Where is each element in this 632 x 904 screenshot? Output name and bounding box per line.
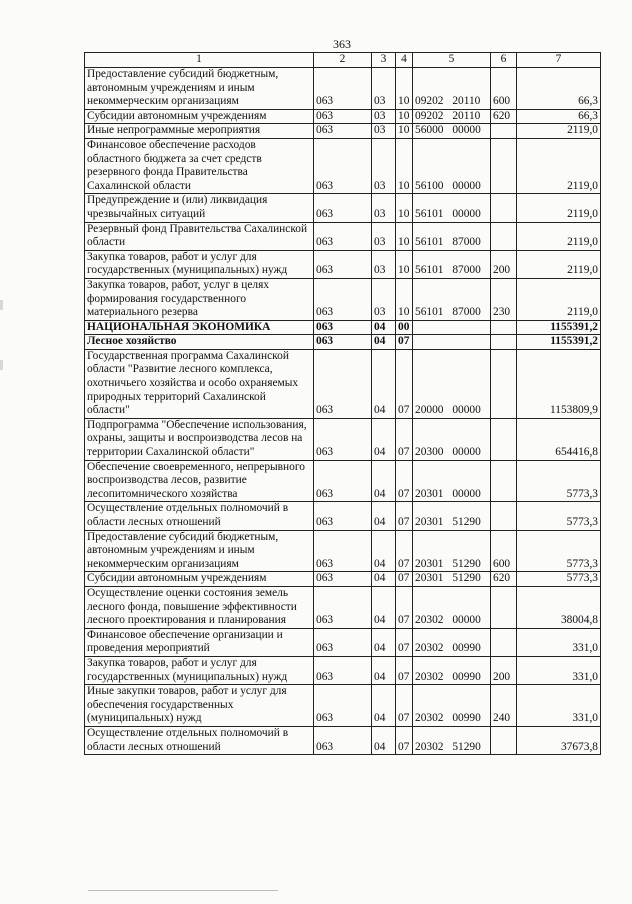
table-row (85, 68, 601, 110)
row-section-cell: 03 (372, 250, 396, 278)
row-subsection-cell: 07 (396, 418, 413, 460)
row-name-cell: Лесное хозяйство (85, 335, 314, 350)
row-expense-type-cell (491, 628, 517, 656)
row-section-cell: 04 (372, 335, 396, 350)
row-name-cell: Подпрограмма "Обеспечение использования, охраны, защиты и воспроизводства лесов на территории Сахалинской области" (85, 418, 314, 460)
column-header: 2 (314, 53, 372, 68)
row-section-cell: 04 (372, 530, 396, 572)
row-subsection-cell: 10 (396, 250, 413, 278)
row-expense-type-cell (491, 586, 517, 628)
row-code-cell: 063 (314, 572, 372, 587)
row-code-cell: 063 (314, 109, 372, 124)
row-section-cell: 04 (372, 685, 396, 727)
row-amount-cell: 2119,0 (517, 278, 601, 320)
row-expense-type-cell (491, 502, 517, 530)
row-subsection-cell: 07 (396, 502, 413, 530)
row-expense-type-cell: 200 (491, 250, 517, 278)
row-code-cell: 063 (314, 222, 372, 250)
row-code-cell: 063 (314, 656, 372, 684)
row-code-cell: 063 (314, 586, 372, 628)
row-target-article-cell: 56000 00000 (413, 124, 491, 139)
row-name-cell: Субсидии автономным учреждениям (85, 109, 314, 124)
row-section-cell: 04 (372, 418, 396, 460)
row-code-cell: 063 (314, 502, 372, 530)
row-subsection-cell: 07 (396, 656, 413, 684)
row-name-cell: Предоставление субсидий бюджетным, автономным учреждениям и иным некоммерческим организациям (85, 530, 314, 572)
row-code-cell: 063 (314, 124, 372, 139)
row-expense-type-cell: 620 (491, 109, 517, 124)
row-section-cell: 04 (372, 460, 396, 502)
row-target-article-cell: 09202 20110 (413, 109, 491, 124)
row-subsection-cell: 10 (396, 109, 413, 124)
row-target-article-cell: 20302 51290 (413, 726, 491, 754)
table-row (85, 222, 601, 250)
row-subsection-cell: 10 (396, 124, 413, 139)
budget-table (84, 52, 601, 755)
row-section-cell: 04 (372, 320, 396, 335)
row-subsection-cell: 10 (396, 138, 413, 193)
row-subsection-cell: 07 (396, 335, 413, 350)
table-row (85, 138, 601, 193)
row-subsection-cell: 10 (396, 222, 413, 250)
row-amount-cell: 2119,0 (517, 138, 601, 193)
table-row (85, 685, 601, 727)
table-row (85, 726, 601, 754)
row-target-article-cell: 09202 20110 (413, 68, 491, 110)
table-row (85, 418, 601, 460)
row-amount-cell: 5773,3 (517, 502, 601, 530)
row-section-cell: 04 (372, 349, 396, 418)
row-expense-type-cell (491, 194, 517, 222)
row-expense-type-cell (491, 460, 517, 502)
row-amount-cell: 331,0 (517, 628, 601, 656)
row-section-cell: 03 (372, 222, 396, 250)
table-header-row (85, 53, 601, 68)
row-amount-cell: 2119,0 (517, 250, 601, 278)
row-subsection-cell: 07 (396, 460, 413, 502)
row-subsection-cell: 07 (396, 726, 413, 754)
row-section-cell: 03 (372, 278, 396, 320)
row-code-cell: 063 (314, 349, 372, 418)
table-row (85, 460, 601, 502)
row-code-cell: 063 (314, 628, 372, 656)
row-name-cell: Предупреждение и (или) ликвидация чрезвычайных ситуаций (85, 194, 314, 222)
row-code-cell: 063 (314, 460, 372, 502)
table-row (85, 124, 601, 139)
row-amount-cell: 331,0 (517, 685, 601, 727)
row-section-cell: 03 (372, 194, 396, 222)
table-body (85, 68, 601, 755)
row-amount-cell: 38004,8 (517, 586, 601, 628)
row-subsection-cell: 07 (396, 530, 413, 572)
row-section-cell: 03 (372, 138, 396, 193)
table-row (85, 194, 601, 222)
table-row (85, 109, 601, 124)
row-code-cell: 063 (314, 194, 372, 222)
row-name-cell: НАЦИОНАЛЬНАЯ ЭКОНОМИКА (85, 320, 314, 335)
row-amount-cell: 2119,0 (517, 124, 601, 139)
page-number: 363 (333, 37, 351, 51)
row-amount-cell: 66,3 (517, 109, 601, 124)
table-row (85, 530, 601, 572)
row-expense-type-cell (491, 335, 517, 350)
row-section-cell: 04 (372, 628, 396, 656)
row-name-cell: Осуществление оценки состояния земель лесного фонда, повышение эффективности лесного проектирования и планирования (85, 586, 314, 628)
row-expense-type-cell (491, 726, 517, 754)
row-target-article-cell: 20301 00000 (413, 460, 491, 502)
row-subsection-cell: 10 (396, 278, 413, 320)
table-row (85, 278, 601, 320)
row-code-cell: 063 (314, 320, 372, 335)
scan-bottom-rule (88, 890, 278, 891)
row-target-article-cell: 56101 87000 (413, 222, 491, 250)
row-section-cell: 04 (372, 572, 396, 587)
row-subsection-cell: 00 (396, 320, 413, 335)
row-code-cell: 063 (314, 68, 372, 110)
table-row (85, 572, 601, 587)
row-name-cell: Осуществление отдельных полномочий в области лесных отношений (85, 502, 314, 530)
row-expense-type-cell: 620 (491, 572, 517, 587)
column-header: 1 (85, 53, 314, 68)
row-target-article-cell: 20300 00000 (413, 418, 491, 460)
row-name-cell: Финансовое обеспечение организации и проведения мероприятий (85, 628, 314, 656)
row-code-cell: 063 (314, 685, 372, 727)
row-expense-type-cell: 230 (491, 278, 517, 320)
row-target-article-cell (413, 335, 491, 350)
row-expense-type-cell (491, 222, 517, 250)
row-name-cell: Закупка товаров, работ и услуг для государственных (муниципальных) нужд (85, 250, 314, 278)
row-amount-cell: 5773,3 (517, 572, 601, 587)
row-code-cell: 063 (314, 138, 372, 193)
row-section-cell: 04 (372, 586, 396, 628)
table-row (85, 320, 601, 335)
row-target-article-cell: 56101 00000 (413, 194, 491, 222)
scan-margin-mark (0, 360, 3, 370)
row-section-cell: 04 (372, 502, 396, 530)
row-subsection-cell: 07 (396, 628, 413, 656)
row-name-cell: Осуществление отдельных полномочий в области лесных отношений (85, 726, 314, 754)
row-section-cell: 03 (372, 124, 396, 139)
table-row (85, 586, 601, 628)
column-header: 4 (396, 53, 413, 68)
row-amount-cell: 66,3 (517, 68, 601, 110)
table-row (85, 502, 601, 530)
column-header: 3 (372, 53, 396, 68)
row-target-article-cell: 20301 51290 (413, 572, 491, 587)
row-name-cell: Финансовое обеспечение расходов областного бюджета за счет средств резервного фонда Правительства Сахалинской области (85, 138, 314, 193)
row-amount-cell: 5773,3 (517, 460, 601, 502)
row-expense-type-cell (491, 320, 517, 335)
row-name-cell: Иные непрограммные мероприятия (85, 124, 314, 139)
table-row (85, 250, 601, 278)
row-target-article-cell: 20302 00990 (413, 656, 491, 684)
table-row (85, 628, 601, 656)
row-amount-cell: 1155391,2 (517, 320, 601, 335)
row-expense-type-cell: 600 (491, 68, 517, 110)
row-name-cell: Закупка товаров, работ, услуг в целях формирования государственного материального резерва (85, 278, 314, 320)
row-target-article-cell (413, 320, 491, 335)
row-target-article-cell: 20301 51290 (413, 502, 491, 530)
row-amount-cell: 331,0 (517, 656, 601, 684)
row-code-cell: 063 (314, 278, 372, 320)
row-target-article-cell: 20302 00990 (413, 685, 491, 727)
row-amount-cell: 1155391,2 (517, 335, 601, 350)
row-name-cell: Иные закупки товаров, работ и услуг для обеспечения государственных (муниципальных) нужд (85, 685, 314, 727)
column-header: 7 (517, 53, 601, 68)
row-amount-cell: 37673,8 (517, 726, 601, 754)
scan-margin-mark (0, 300, 3, 310)
row-section-cell: 04 (372, 656, 396, 684)
row-target-article-cell: 56101 87000 (413, 278, 491, 320)
row-code-cell: 063 (314, 530, 372, 572)
row-section-cell: 04 (372, 726, 396, 754)
row-name-cell: Государственная программа Сахалинской области "Развитие лесного комплекса, охотничьего хозяйства и особо охраняемых природных территорий Сахалинской области" (85, 349, 314, 418)
row-target-article-cell: 20302 00990 (413, 628, 491, 656)
row-subsection-cell: 10 (396, 194, 413, 222)
row-expense-type-cell: 200 (491, 656, 517, 684)
row-amount-cell: 2119,0 (517, 222, 601, 250)
row-code-cell: 063 (314, 418, 372, 460)
row-target-article-cell: 20000 00000 (413, 349, 491, 418)
row-code-cell: 063 (314, 250, 372, 278)
row-target-article-cell: 56101 87000 (413, 250, 491, 278)
column-header: 5 (413, 53, 491, 68)
row-name-cell: Обеспечение своевременного, непрерывного воспроизводства лесов, развитие лесопитомнического хозяйства (85, 460, 314, 502)
row-name-cell: Субсидии автономным учреждениям (85, 572, 314, 587)
row-amount-cell: 5773,3 (517, 530, 601, 572)
row-subsection-cell: 07 (396, 586, 413, 628)
column-header: 6 (491, 53, 517, 68)
row-code-cell: 063 (314, 726, 372, 754)
row-target-article-cell: 20301 51290 (413, 530, 491, 572)
table-row (85, 349, 601, 418)
row-amount-cell: 1153809,9 (517, 349, 601, 418)
row-expense-type-cell (491, 138, 517, 193)
row-amount-cell: 2119,0 (517, 194, 601, 222)
row-amount-cell: 654416,8 (517, 418, 601, 460)
row-expense-type-cell (491, 124, 517, 139)
row-subsection-cell: 07 (396, 572, 413, 587)
row-target-article-cell: 56100 00000 (413, 138, 491, 193)
row-subsection-cell: 07 (396, 349, 413, 418)
row-expense-type-cell: 240 (491, 685, 517, 727)
table-row (85, 335, 601, 350)
table-row (85, 656, 601, 684)
row-name-cell: Резервный фонд Правительства Сахалинской области (85, 222, 314, 250)
row-name-cell: Предоставление субсидий бюджетным, автономным учреждениям и иным некоммерческим организациям (85, 68, 314, 110)
row-subsection-cell: 10 (396, 68, 413, 110)
row-name-cell: Закупка товаров, работ и услуг для государственных (муниципальных) нужд (85, 656, 314, 684)
row-section-cell: 03 (372, 109, 396, 124)
row-subsection-cell: 07 (396, 685, 413, 727)
row-target-article-cell: 20302 00000 (413, 586, 491, 628)
row-expense-type-cell (491, 349, 517, 418)
row-section-cell: 03 (372, 68, 396, 110)
row-expense-type-cell: 600 (491, 530, 517, 572)
row-expense-type-cell (491, 418, 517, 460)
row-code-cell: 063 (314, 335, 372, 350)
